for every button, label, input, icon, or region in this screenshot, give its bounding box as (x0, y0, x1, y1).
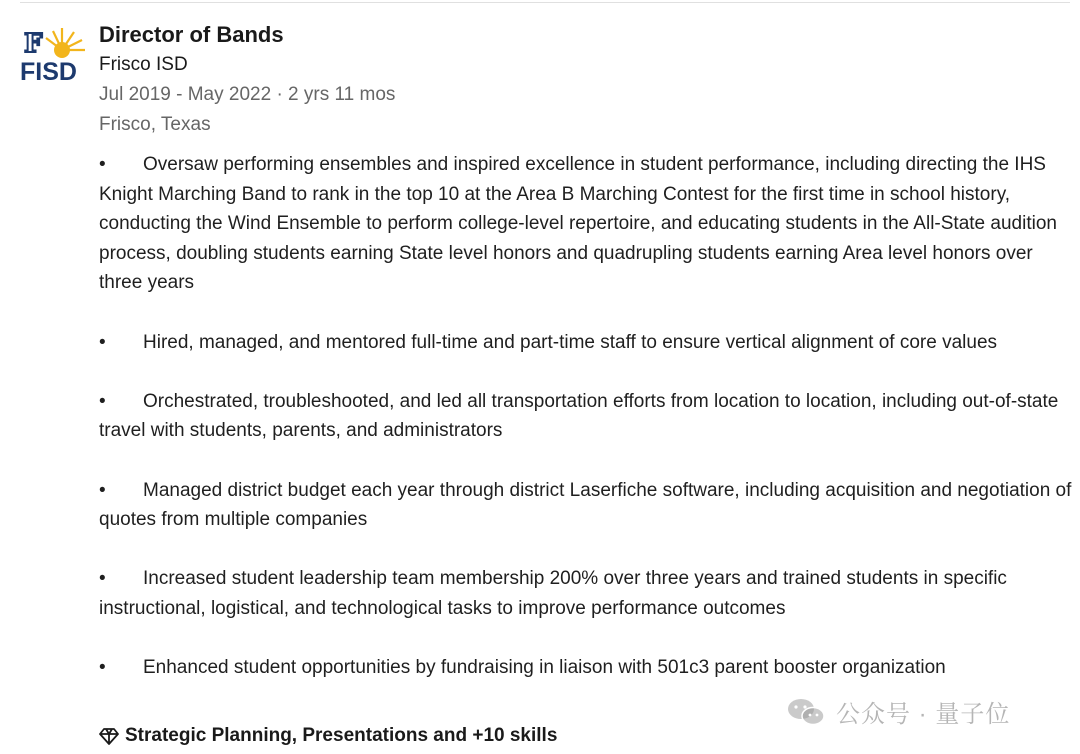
wechat-icon (786, 696, 826, 728)
employment-dates: Jul 2019 - May 2022 · 2 yrs 11 mos (99, 84, 396, 105)
bullet-item: • Hired, managed, and mentored full-time and part-time staff to ensure vertical alignment of core values (99, 328, 1074, 358)
job-description (99, 150, 1074, 683)
bullet-marker: • (99, 390, 106, 412)
watermark (786, 694, 1010, 729)
company-name[interactable]: Frisco ISD (99, 54, 188, 75)
skills-label: Strategic Planning, Presentations and +10 skills (125, 725, 558, 746)
bullet-item: • Increased student leadership team membership 200% over three years and trained students in specific instructional, logistical, and technological tasks to improve performance outcomes (99, 564, 1074, 623)
experience-entry (99, 20, 1074, 683)
diamond-icon (99, 726, 119, 746)
bullet-item: • Oversaw performing ensembles and inspired excellence in student performance, including directing the IHS Knight Marching Band to rank in the top 10 at the Area B Marching Contest for the first time in school history, conducting the Wind Ensemble to perform college-level repertoire, and educating students in the All-State audition process, doubling students earning State level honors and quadrupling students earning Area level honors over three years (99, 150, 1074, 298)
bullet-item: • Managed district budget each year through district Laserfiche software, including acquisition and negotiation of quotes from multiple companies (99, 476, 1074, 535)
fisd-logo-icon (18, 24, 90, 84)
bullet-item: • Enhanced student opportunities by fundraising in liaison with 501c3 parent booster organization (99, 653, 1074, 683)
job-title[interactable]: Director of Bands (99, 22, 284, 47)
bullet-marker: • (99, 154, 106, 175)
skills-link[interactable] (99, 722, 557, 750)
company-logo[interactable] (18, 24, 90, 84)
watermark-text: 公众号 · 量子位 (836, 701, 1011, 728)
bullet-item: • Orchestrated, troubleshooted, and led all transportation efforts from location to location, including out-of-state travel with students, parents, and administrators (99, 387, 1074, 446)
svg-text:F: F (24, 29, 43, 59)
bullet-marker: • (99, 479, 106, 501)
job-location: Frisco, Texas (99, 114, 211, 135)
bullet-marker: • (99, 568, 106, 590)
bullet-marker: • (99, 657, 106, 679)
bullet-marker: • (99, 331, 106, 353)
logo-text: FISD (20, 58, 77, 84)
top-divider (20, 2, 1070, 3)
